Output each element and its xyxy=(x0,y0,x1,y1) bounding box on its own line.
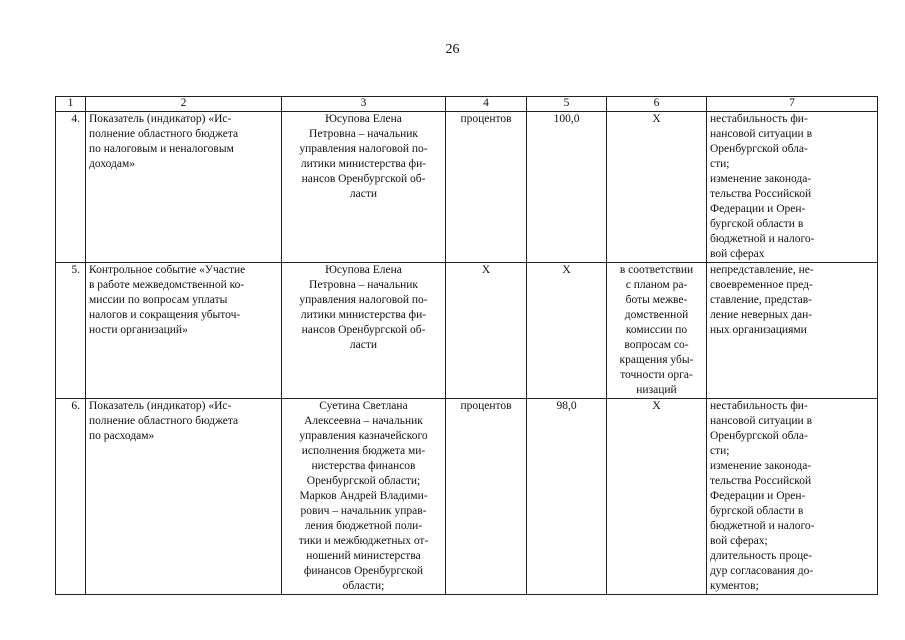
indicator-name: Контрольное событие «Участие в работе межведомственной ко- миссии по вопросам уплаты налогов и сокращения убыточ- ности организаций» xyxy=(86,263,282,399)
value-cell: Х xyxy=(527,263,607,399)
header-cell: 4 xyxy=(446,97,527,112)
table-row xyxy=(56,399,878,595)
header-cell: 6 xyxy=(607,97,707,112)
table-header-row xyxy=(56,97,878,112)
indicator-name: Показатель (индикатор) «Ис- полнение областного бюджета по налоговым и неналоговым доходам» xyxy=(86,112,282,263)
header-cell: 2 xyxy=(86,97,282,112)
data-table xyxy=(55,96,878,595)
row-number: 5. xyxy=(56,263,86,399)
header-cell: 3 xyxy=(282,97,446,112)
responsible-person: Суетина Светлана Алексеевна – начальник управления казначейского исполнения бюджета ми- нистерства финансов Оренбургской области; Марков Андрей Владими- рович – начальник управ- ления бюджетной поли- тики и межбюджетных от- ношений министерства финансов Оренбургской области; xyxy=(282,399,446,595)
header-cell: 7 xyxy=(707,97,878,112)
header-cell: 1 xyxy=(56,97,86,112)
page-number: 26 xyxy=(445,42,460,57)
unit-cell: Х xyxy=(446,263,527,399)
term-cell: в соответствии с планом ра- боты межве- домственной комиссии по вопросам со- кращения убы- точности орга- низаций xyxy=(607,263,707,399)
value-cell: 100,0 xyxy=(527,112,607,263)
unit-cell: процентов xyxy=(446,399,527,595)
responsible-person: Юсупова Елена Петровна – начальник управления налоговой по- литики министерства фи- нансов Оренбургской об- ласти xyxy=(282,263,446,399)
table-row xyxy=(56,263,878,399)
row-number: 4. xyxy=(56,112,86,263)
value-cell: 98,0 xyxy=(527,399,607,595)
table-row xyxy=(56,112,878,263)
header-cell: 5 xyxy=(527,97,607,112)
row-number: 6. xyxy=(56,399,86,595)
risks-cell: нестабильность фи- нансовой ситуации в Оренбургской обла- сти; изменение законода- тельства Российской Федерации и Орен- бургской области в бюджетной и налого- вой сферах; длительность проце- дур согласования до- кументов; xyxy=(707,399,878,595)
term-cell: Х xyxy=(607,112,707,263)
term-cell: Х xyxy=(607,399,707,595)
indicator-name: Показатель (индикатор) «Ис- полнение областного бюджета по расходам» xyxy=(86,399,282,595)
responsible-person: Юсупова Елена Петровна – начальник управления налоговой по- литики министерства фи- нансов Оренбургской об- ласти xyxy=(282,112,446,263)
risks-cell: непредставление, не- своевременное пред- ставление, представ- ление неверных дан- ных организациями xyxy=(707,263,878,399)
unit-cell: процентов xyxy=(446,112,527,263)
risks-cell: нестабильность фи- нансовой ситуации в Оренбургской обла- сти; изменение законода- тельства Российской Федерации и Орен- бургской области в бюджетной и налого- вой сферах xyxy=(707,112,878,263)
